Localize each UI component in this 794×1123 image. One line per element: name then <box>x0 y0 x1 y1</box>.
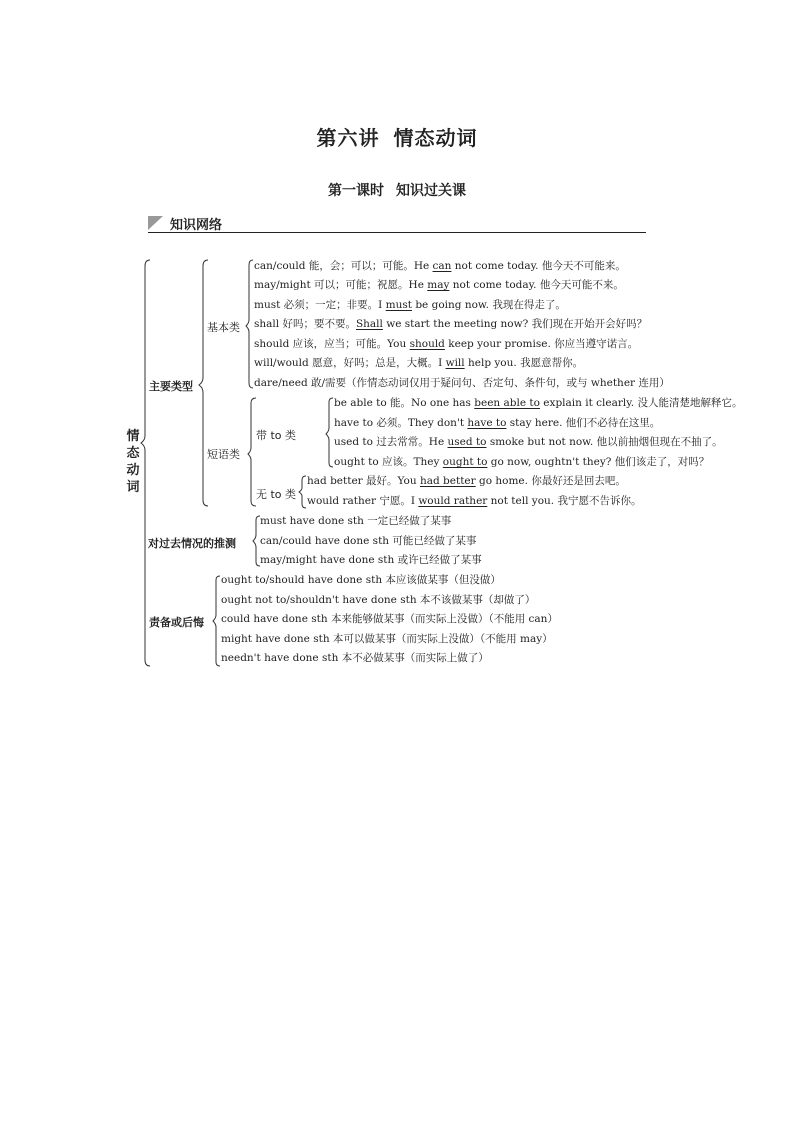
basic-item: may/might 可以；可能；祝愿。He may not come today. 他今天可能不来。 <box>254 279 624 291</box>
subtitle-topic: 知识过关课 <box>396 183 466 199</box>
root-brace <box>141 260 150 666</box>
basic-item: should 应该，应当；可能。You should keep your promise. 你应当遵守诺言。 <box>254 338 639 350</box>
without-to-item: would rather 宁愿。I would rather not tell you. 我宁愿不告诉你。 <box>307 495 642 507</box>
blame-item: might have done sth 本可以做某事（而实际上没做）（不能用 may） <box>221 633 553 645</box>
with-to-item: used to 过去常常。He used to smoke but not now. 他以前抽烟但现在不抽了。 <box>334 436 723 448</box>
category-main-types: 主要类型 <box>149 380 193 393</box>
with-to-item: have to 必须。They don't have to stay here. 他们不必待在这里。 <box>334 417 661 429</box>
subtitle-lesson: 第一课时 <box>328 183 384 199</box>
basic-item: can/could 能，会；可以；可能。He can not come today. 他今天不可能来。 <box>254 260 626 272</box>
section-label: 知识网络 <box>170 218 223 233</box>
without-to-brace <box>299 476 306 508</box>
past-guess-item: must have done sth 一定已经做了某事 <box>260 515 452 527</box>
blame-brace <box>213 576 220 666</box>
blame-item: ought not to/shouldn't have done sth 本不该做某事（却做了） <box>221 594 536 606</box>
basic-item: must 必须；一定；非要。I must be going now. 我现在得走了。 <box>254 299 566 311</box>
title-lecture: 第六讲 <box>316 126 380 150</box>
with-to-brace <box>326 398 333 467</box>
with-to-item: ought to 应该。They ought to go now, oughtn't they? 他们该走了，对吗？ <box>334 456 710 468</box>
phrase-brace <box>248 398 256 506</box>
category-without-to: 无 to 类 <box>256 488 297 501</box>
basic-item: dare/need 敢/需要（作情态动词仅用于疑问句、否定句、条件句，或与 whether 连用） <box>254 377 670 389</box>
basic-item: will/would 愿意，好吗；总是，大概。I will help you. 我愿意帮你。 <box>254 357 584 369</box>
root-label: 情态动词 <box>126 429 140 495</box>
with-to-item: be able to 能。No one has been able to explain it clearly. 没人能清楚地解释它。 <box>334 397 743 409</box>
category-with-to: 带 to 类 <box>256 429 297 442</box>
category-blame: 责备或后悔 <box>149 616 204 629</box>
past-guess-item: may/might have done sth 或许已经做了某事 <box>260 554 482 566</box>
title-topic: 情态动词 <box>393 126 478 150</box>
basic-brace <box>246 260 253 388</box>
blame-item: needn't have done sth 本不必做某事（而实际上做了） <box>221 652 489 664</box>
blame-item: ought to/should have done sth 本应该做某事（但没做） <box>221 574 501 586</box>
past-guess-item: can/could have done sth 可能已经做了某事 <box>260 535 477 547</box>
without-to-item: had better 最好。You had better go home. 你最好还是回去吧。 <box>307 475 626 487</box>
category-basic: 基本类 <box>207 321 240 334</box>
main-types-brace <box>199 260 208 506</box>
category-phrase: 短语类 <box>207 448 240 461</box>
past-guess-brace <box>253 516 260 566</box>
blame-item: could have done sth 本来能够做某事（而实际上没做）（不能用 can） <box>221 613 558 625</box>
basic-item: shall 好吗；要不要。Shall we start the meeting now? 我们现在开始开会好吗？ <box>254 318 648 330</box>
category-past-guess: 对过去情况的推测 <box>148 537 236 550</box>
